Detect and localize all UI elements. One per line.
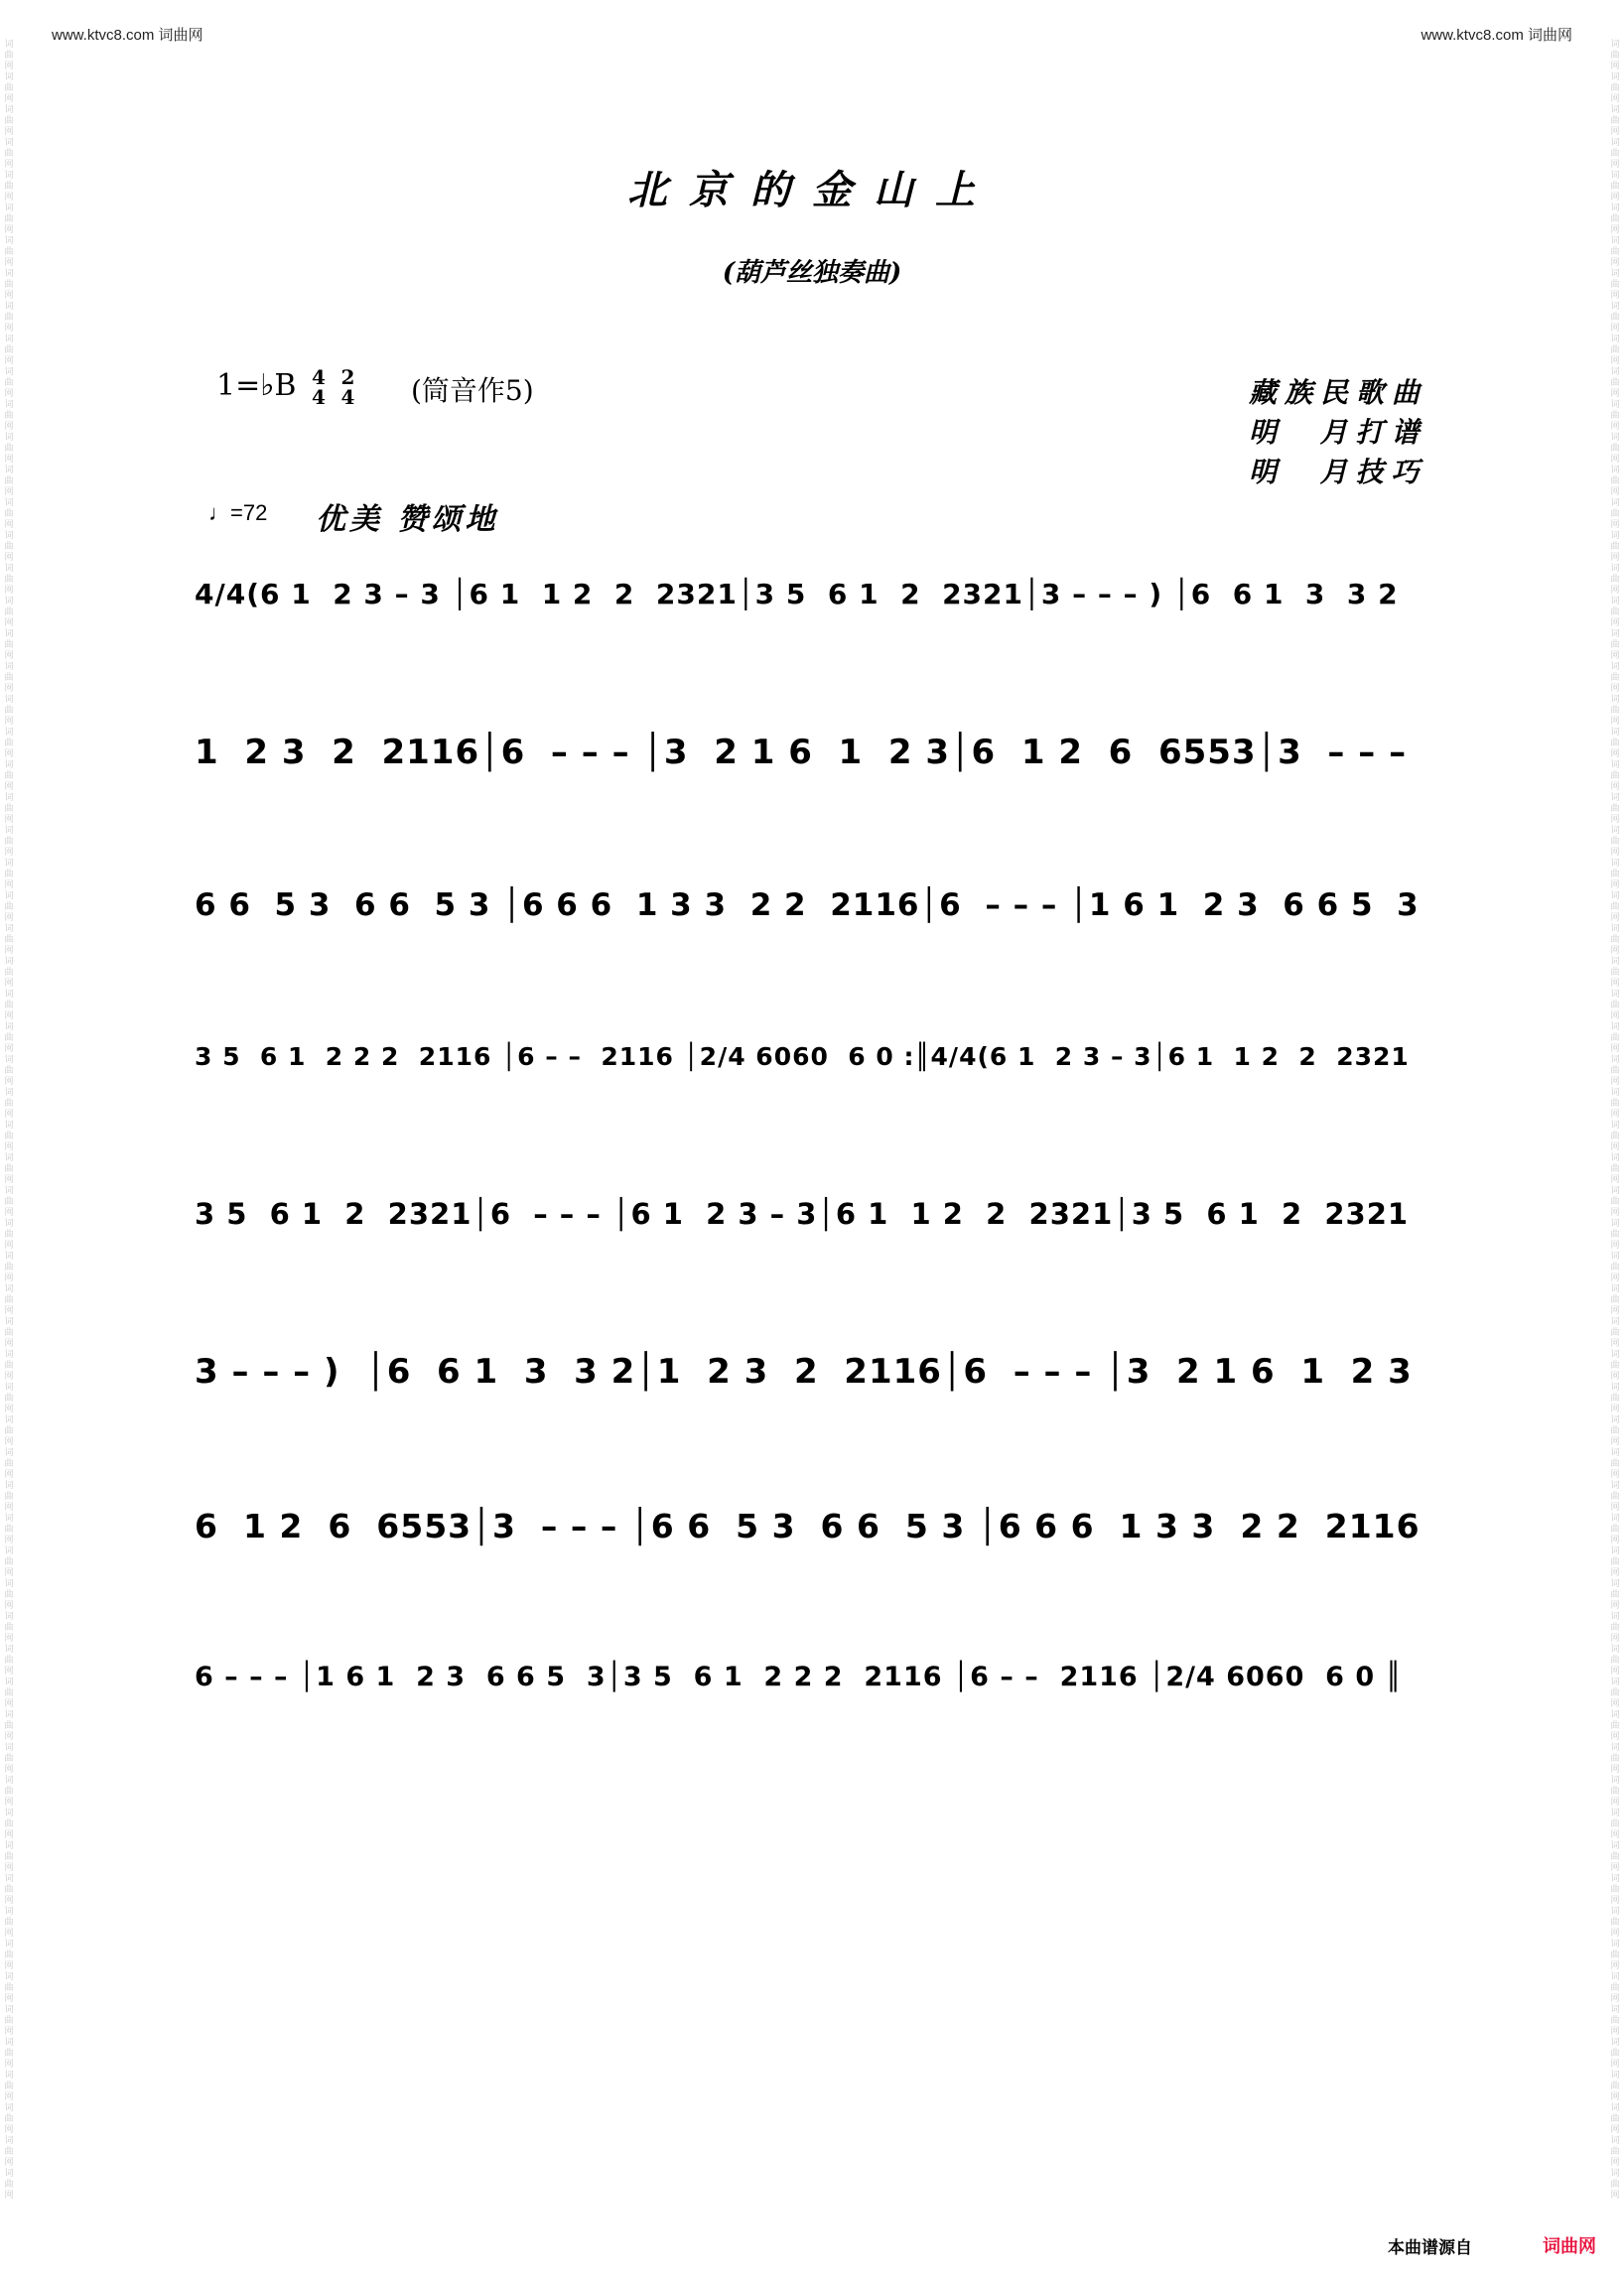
credit-composer: 藏族民歌曲 <box>1249 376 1428 409</box>
time-sig-1-den: 4 <box>311 385 326 409</box>
key-signature <box>216 367 354 407</box>
row-notes: 6 1 2 6 6553│3 – – – │6 6 5 3 6 6 5 3 │6 6 6 1 3 3 2 2 2116 <box>195 1507 1421 1545</box>
score-row-3 <box>195 862 1433 951</box>
source-label: 本曲谱源自 <box>1388 2238 1472 2257</box>
key-note: (筒音作5) <box>411 374 534 407</box>
row-notes: 3 5 6 1 2 2321│6 – – – │6 1 2 3 – 3│6 1 1 2 2 2321│3 5 6 1 2 2321 <box>195 1197 1410 1231</box>
row-notes: 1 2 3 2 2116│6 – – – │3 2 1 6 1 2 3│6 1 2 6 6553│3 – – – <box>195 733 1408 772</box>
score-row-2 <box>195 707 1433 796</box>
score-row-8 <box>195 1636 1433 1725</box>
row-notes: 6 6 5 3 6 6 5 3 │6 6 6 1 3 3 2 2 2116│6 – – – │1 6 1 2 3 6 6 5 3 <box>195 887 1420 923</box>
score-row-6 <box>195 1326 1433 1415</box>
score-row-1 <box>195 552 1433 641</box>
site-url-right: www.ktvc8.com 词曲网 <box>1421 27 1572 44</box>
time-signature-1 <box>312 367 326 407</box>
site-url-left: www.ktvc8.com 词曲网 <box>52 27 203 44</box>
time-signature-2 <box>340 367 354 407</box>
score-subtitle: (葫芦丝独奏曲) <box>722 258 902 288</box>
row-notes: 3 5 6 1 2 2 2 2116 │6 – – 2116 │2/4 6060 6 0 :║4/4(6 1 2 3 – 3│6 1 1 2 2 2321 <box>195 1042 1410 1071</box>
score-title: 北京的金山上 <box>627 167 997 213</box>
side-watermark-right: 词曲网词曲网词曲网词曲网词曲网词曲网词曲网词曲网词曲网词曲网词曲网词曲网词曲网词曲网词曲网词曲网词曲网词曲网词曲网词曲网词曲网词曲网词曲网词曲网词曲网词曲网词曲网词曲网词曲网词曲网词曲网词曲网词曲网词曲网词曲网词曲网词曲网词曲网词曲网词曲网词曲网词曲网词曲网词曲网词曲网词曲网词曲网词曲网词曲网词曲网词曲网词曲网词曲网词曲网词曲网词曲网词曲网词曲网词曲网词曲网词曲网词曲网词曲网词曲网词曲网词曲网 <box>1610 40 1620 2201</box>
score-row-4 <box>195 1016 1433 1106</box>
time-sig-2-den: 4 <box>340 385 355 409</box>
score-row-5 <box>195 1171 1433 1261</box>
credit-transcriber: 明 月打谱 <box>1249 416 1427 449</box>
expression-marking: 优美 赞颂地 <box>316 502 499 537</box>
key-text: 1=♭B <box>216 368 297 403</box>
source-logo: 词曲网 <box>1543 2236 1596 2256</box>
credit-technique: 明 月技巧 <box>1249 456 1427 488</box>
row-notes: 6 – – – │1 6 1 2 3 6 6 5 3│3 5 6 1 2 2 2 2116 │6 – – 2116 │2/4 6060 6 0 ║ <box>195 1662 1403 1692</box>
time-sig-1-num: 4 <box>311 365 326 389</box>
time-sig-2-num: 2 <box>340 365 355 389</box>
tempo-marking: ♩=72 <box>208 500 268 525</box>
side-watermark-left: 词曲网词曲网词曲网词曲网词曲网词曲网词曲网词曲网词曲网词曲网词曲网词曲网词曲网词曲网词曲网词曲网词曲网词曲网词曲网词曲网词曲网词曲网词曲网词曲网词曲网词曲网词曲网词曲网词曲网词曲网词曲网词曲网词曲网词曲网词曲网词曲网词曲网词曲网词曲网词曲网词曲网词曲网词曲网词曲网词曲网词曲网词曲网词曲网词曲网词曲网词曲网词曲网词曲网词曲网词曲网词曲网词曲网词曲网词曲网词曲网词曲网词曲网词曲网词曲网词曲网词曲网 <box>4 40 14 2201</box>
score-row-7 <box>195 1481 1433 1570</box>
row-notes: 3 – – – ) │6 6 1 3 3 2│1 2 3 2 2116│6 – – – │3 2 1 6 1 2 3 <box>195 1352 1413 1392</box>
row-notes: 4/4(6 1 2 3 – 3 │6 1 1 2 2 2321│3 5 6 1 2 2321│3 – – – ) │6 6 1 3 3 2 <box>195 578 1399 610</box>
